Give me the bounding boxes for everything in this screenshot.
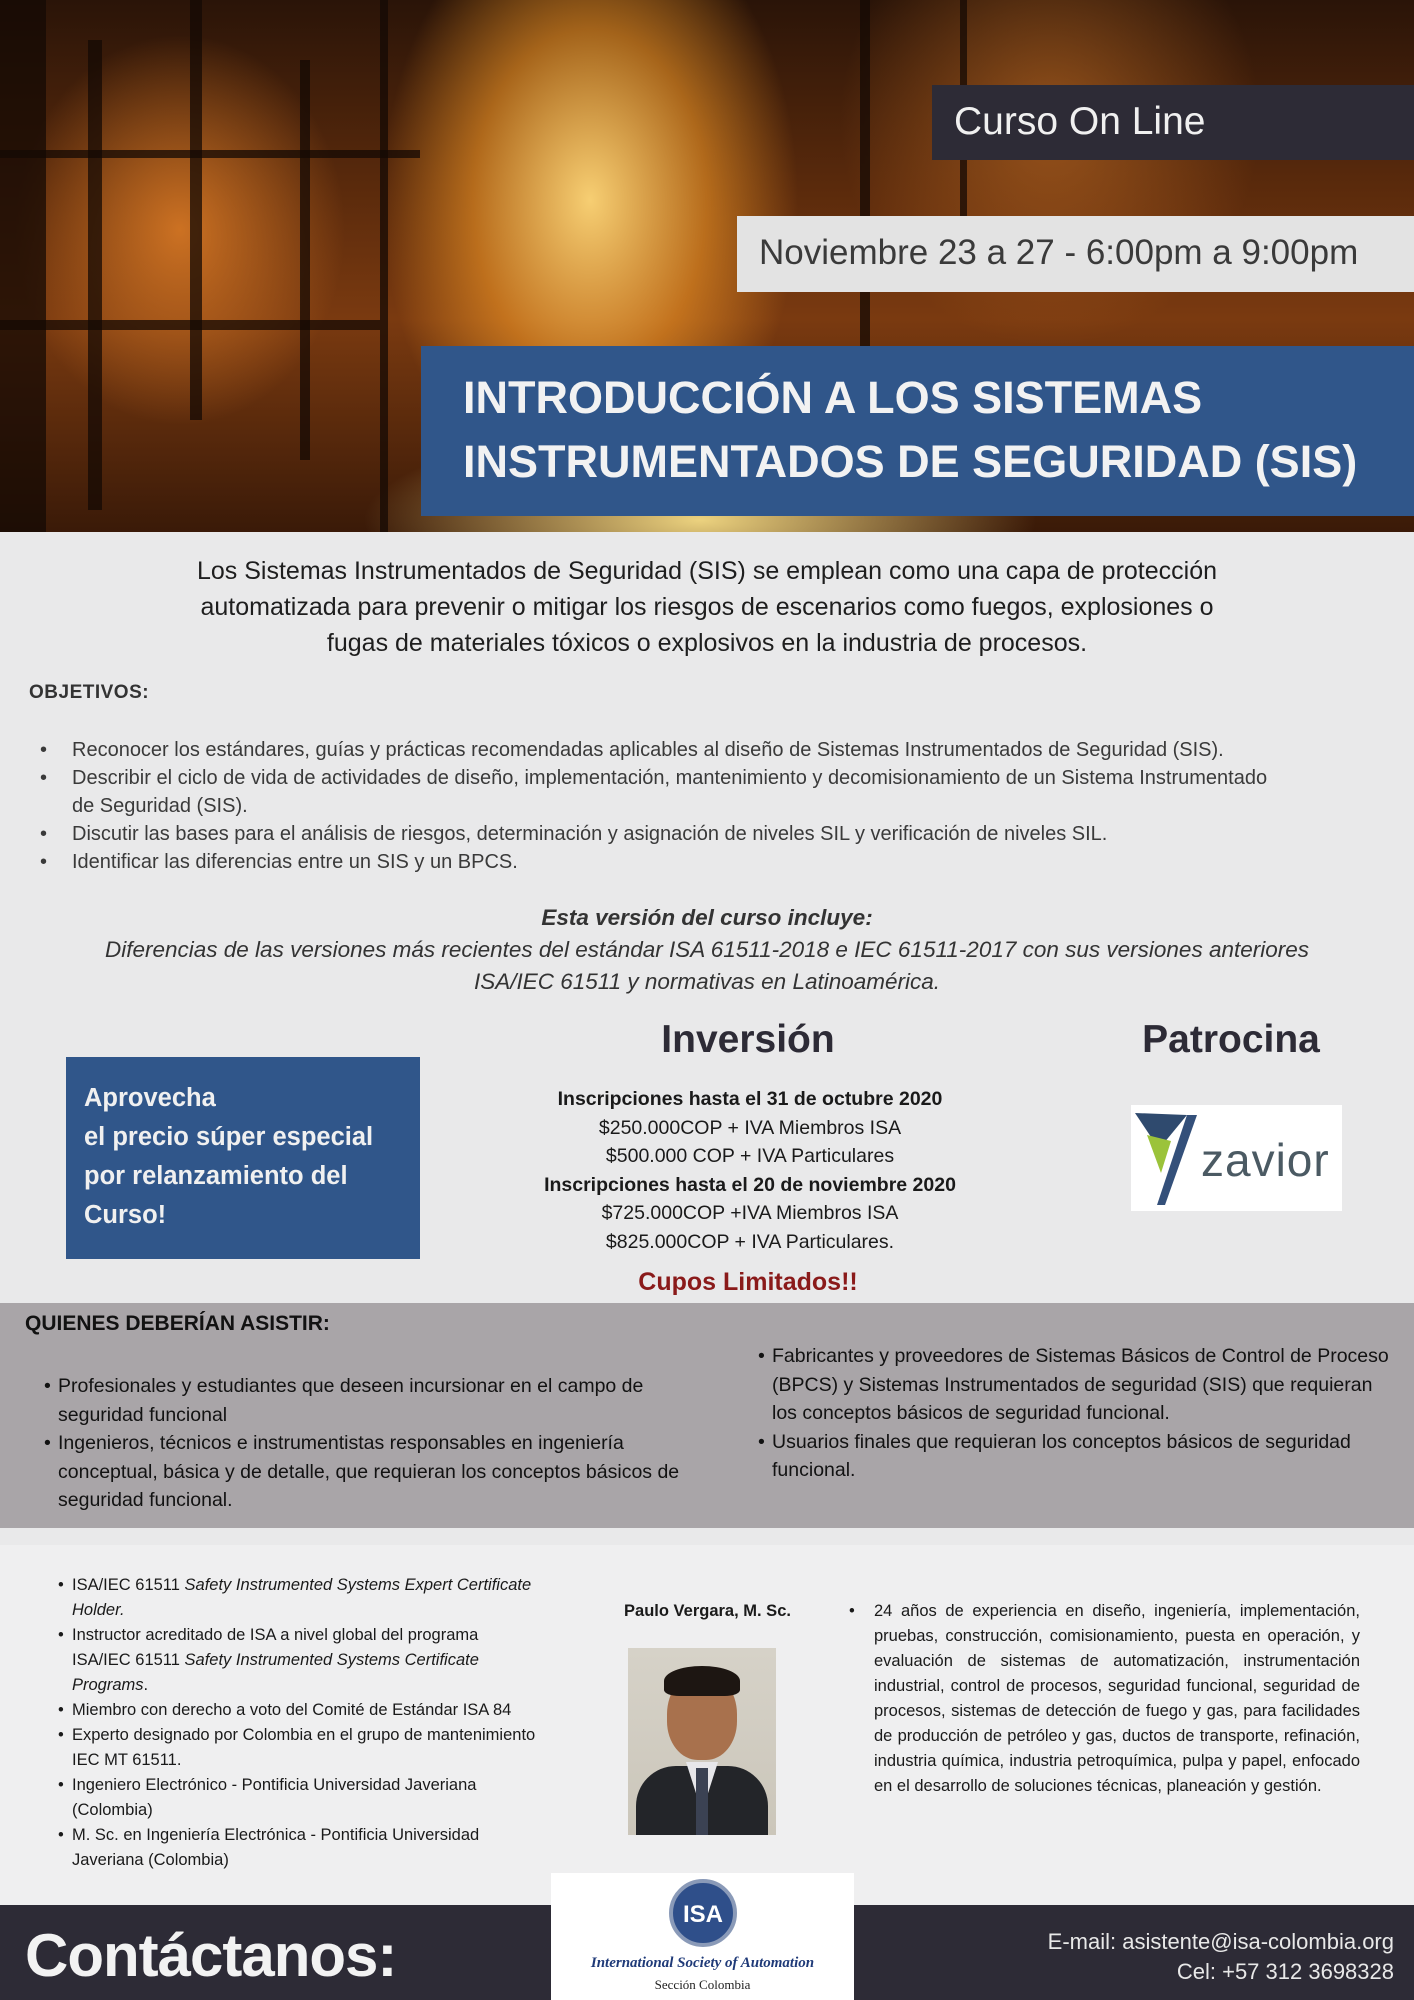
price-list	[500, 1085, 1000, 1256]
photo-hair	[664, 1666, 740, 1696]
instructor-section	[0, 1545, 1414, 1905]
credential-text: Ingeniero Electrónico - Pontificia Universidad Javeriana (Colombia)	[72, 1776, 477, 1819]
instructor-bio	[846, 1599, 1360, 1799]
isa-abbr: ISA	[682, 1901, 723, 1928]
hero-beam	[0, 320, 380, 330]
price-item: $250.000COP + IVA Miembros ISA	[598, 1116, 902, 1139]
objectives-list	[40, 736, 1400, 876]
intro-line: automatizada para prevenir o mitigar los riesgos de escenarios como fuegos, explosiones o	[200, 593, 1214, 621]
promo-line: Curso!	[84, 1201, 167, 1229]
objective-item: • Discutir las bases para el análisis de riesgos, determinación y asignación de niveles SIL y verificación de niveles SIL.	[40, 820, 1400, 848]
isa-name: International Society of Automation	[590, 1955, 815, 1971]
version-note	[30, 902, 1384, 998]
audience-item: • Fabricantes y proveedores de Sistemas Básicos de Control de Proceso (BPCS) y Sistemas Instrumentados de seguridad (SIS) que requieran los conceptos básicos de seguridad funcional.	[756, 1342, 1396, 1428]
credential-text: Instructor acreditado de ISA a nivel global del programa ISA/IEC 61511	[72, 1626, 479, 1669]
audience-list-right	[756, 1342, 1396, 1485]
hero-beam	[860, 0, 870, 346]
course-date-box	[737, 216, 1414, 292]
limited-seats-text: Cupos Limitados!!	[638, 1268, 858, 1296]
bio-item: • 24 años de experiencia en diseño, ingeniería, implementación, pruebas, construcción, comisionamiento, puesta en operación, y evaluación de sistemas de automatización, instrumentación industrial, control de procesos, seguridad funcional, seguridad de procesos, sistemas de detección de fuego y gas, para facilidades de producción de petróleo y gas, ductos de transporte, refinación, industria química, industria petroquímica, pulpa y papel, enfocado en el desarrollo de soluciones técnicas, planeación y gestión.	[846, 1599, 1360, 1799]
credential-item	[58, 1698, 538, 1723]
contact-email[interactable]: E-mail: asistente@isa-colombia.org	[1047, 1929, 1394, 1954]
hero-banner	[0, 0, 1414, 532]
photo-tie	[696, 1768, 708, 1835]
hero-beam	[300, 60, 310, 460]
credential-item	[58, 1773, 538, 1823]
promo-line: Aprovecha	[84, 1084, 216, 1112]
contact-phone[interactable]: Cel: +57 312 3698328	[1176, 1959, 1394, 1984]
promo-line: por relanzamiento del	[84, 1162, 348, 1190]
credential-item	[58, 1723, 538, 1773]
audience-item: • Profesionales y estudiantes que deseen incursionar en el campo de seguridad funcional	[42, 1372, 702, 1429]
isa-section: Sección Colombia	[654, 1977, 751, 1992]
intro-line: fugas de materiales tóxicos o explosivos en la industria de procesos.	[326, 629, 1088, 657]
credential-item	[58, 1623, 538, 1698]
hero-beam	[190, 0, 202, 420]
promo-box	[66, 1057, 420, 1259]
course-date-text: Noviembre 23 a 27 - 6:00pm a 9:00pm	[759, 233, 1359, 272]
credential-text: .	[143, 1676, 149, 1694]
price-item: $725.000COP +IVA Miembros ISA	[601, 1202, 899, 1224]
instructor-name: Paulo Vergara, M. Sc.	[624, 1602, 791, 1620]
sponsor-logo-text: zavior	[1201, 1134, 1330, 1186]
version-line: Diferencias de las versiones más recientes del estándar ISA 61511-2018 e IEC 61511-2017 con sus versiones anteriores	[104, 937, 1309, 962]
hero-beam	[88, 40, 102, 510]
audience-item: • Ingenieros, técnicos e instrumentistas responsables en ingeniería conceptual, básica y de detalle, que requieran los conceptos básicos de seguridad funcional.	[42, 1429, 702, 1515]
contact-title: Contáctanos:	[25, 1922, 397, 1989]
course-title-line1: INTRODUCCIÓN A LOS SISTEMAS	[463, 372, 1203, 423]
version-line: ISA/IEC 61511 y normativas en Latinoamérica.	[473, 969, 941, 994]
instructor-credentials	[58, 1573, 538, 1873]
isa-circle-icon	[669, 1879, 737, 1947]
promo-line: el precio súper especial	[84, 1123, 374, 1151]
price-item: $825.000COP + IVA Particulares.	[605, 1230, 895, 1253]
instructor-photo	[628, 1648, 776, 1835]
credential-item	[58, 1823, 538, 1873]
price-deadline: Inscripciones hasta el 20 de noviembre 2020	[544, 1173, 956, 1196]
audience-item: • Usuarios finales que requieran los conceptos básicos de seguridad funcional.	[756, 1428, 1396, 1485]
audience-list-left	[42, 1372, 702, 1515]
hero-beam	[0, 0, 46, 532]
hero-beam	[0, 150, 420, 158]
intro-paragraph	[150, 553, 1264, 661]
sponsor-title: Patrocina	[1142, 1018, 1320, 1061]
sponsor-logo[interactable]	[1131, 1105, 1342, 1211]
credential-emphasis: Safety Instrumented Systems Certificate Programs	[72, 1651, 479, 1694]
audience-section	[0, 1303, 1414, 1528]
objectives-title: OBJETIVOS:	[29, 682, 150, 703]
course-mode-badge	[932, 85, 1414, 160]
credential-item	[58, 1573, 538, 1623]
audience-title: QUIENES DEBERÍAN ASISTIR:	[25, 1312, 330, 1335]
credential-emphasis: Safety Instrumented Systems Expert Certificate Holder.	[72, 1576, 532, 1619]
credential-text: Experto designado por Colombia en el grupo de mantenimiento IEC MT 61511.	[72, 1726, 536, 1769]
course-title-line2: INSTRUMENTADOS DE SEGURIDAD (SIS)	[463, 436, 1358, 487]
hero-beam	[380, 0, 388, 532]
credential-text: M. Sc. en Ingeniería Electrónica - Pontificia Universidad Javeriana (Colombia)	[72, 1826, 480, 1869]
credential-text: ISA/IEC 61511	[72, 1576, 185, 1594]
price-deadline: Inscripciones hasta el 31 de octubre 2020	[557, 1088, 943, 1110]
objective-item: • Identificar las diferencias entre un SIS y un BPCS.	[40, 848, 1400, 876]
contact-info	[900, 1927, 1394, 1987]
course-title-box	[421, 346, 1414, 516]
credential-text: Miembro con derecho a voto del Comité de Estándar ISA 84	[72, 1701, 512, 1719]
objective-item: • Reconocer los estándares, guías y prácticas recomendadas aplicables al diseño de Sistemas Instrumentados de Seguridad (SIS).	[40, 736, 1400, 764]
intro-line: Los Sistemas Instrumentados de Seguridad (SIS) se emplean como una capa de protección	[196, 557, 1218, 585]
price-item: $500.000 COP + IVA Particulares	[605, 1145, 895, 1167]
objective-item: • Describir el ciclo de vida de actividades de diseño, implementación, mantenimiento y decomisionamiento de un Sistema Instrumentado de Seguridad (SIS).	[40, 764, 1280, 820]
isa-logo[interactable]	[551, 1873, 854, 2000]
course-mode-text: Curso On Line	[954, 100, 1206, 143]
version-title: Esta versión del curso incluye:	[541, 905, 873, 930]
investment-title: Inversión	[661, 1018, 835, 1061]
